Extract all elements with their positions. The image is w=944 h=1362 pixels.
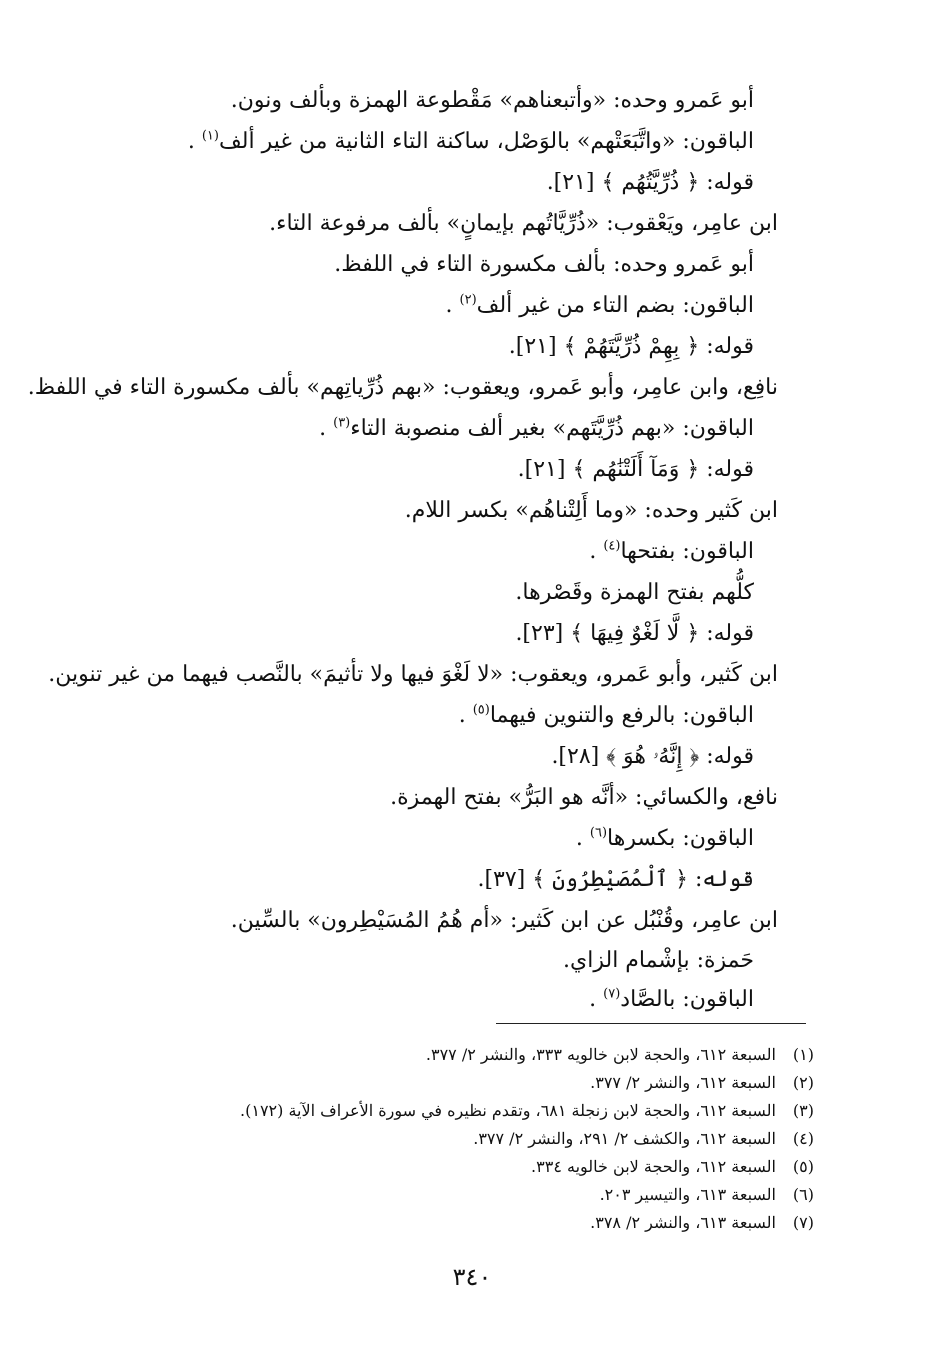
quran-citation-line: قوله: ﴿ ذُرِّيَّتُهُم ﴾ [٢١]. xyxy=(546,170,754,195)
footnote: (٢)السبعة ٦١٢، والنشر ٢/ ٣٧٧. xyxy=(590,1073,814,1092)
quran-citation-line: قوله: ﴿ إِنَّهُۥ هُوَ ﴾ [٢٨]. xyxy=(551,744,754,769)
text-line: ابن عامِر، ويَعْقوب: «ذُرِّيَّاتُهم بإيمانٍ» بألف مرفوعة التاء. xyxy=(269,211,778,236)
text-line: نافِع، وابن عامِر، وأبو عَمرو، ويعقوب: «بهم ذُرِّياتِهم» بألف مكسورة التاء في اللفظ. xyxy=(27,375,778,400)
page-number: ٣٤٠ xyxy=(452,1263,492,1291)
footnote-ref: (٧) xyxy=(603,986,621,1002)
footnote: (٤)السبعة ٦١٢، والكشف ٢/ ٢٩١، والنشر ٢/ ٣٧٧. xyxy=(473,1129,814,1148)
text-line: الباقون: بفتحها$^{(٤)}$ . xyxy=(589,538,754,564)
footnote-ref: (٥) xyxy=(472,702,490,718)
footnote-ref: (٤) xyxy=(603,538,621,554)
quran-citation-line: قوله: ﴿ بِهِمْ ذُرِّيَّتَهُمْ ﴾ [٢١]. xyxy=(508,334,754,359)
text-line: حَمزة: بإشْمام الزاي. xyxy=(563,948,754,973)
footnote-ref: (٦) xyxy=(589,825,608,841)
text-line: كلُّهم بفتح الهمزة وقَصْرها. xyxy=(515,580,754,605)
text-line: الباقون: بالرفع والتنوين فيهما$^{(٥)}$ . xyxy=(458,702,754,728)
text-line: ابن كَثير وحده: «وما أَلِتْناهُم» بكسر اللام. xyxy=(404,498,778,523)
footnote: (١)السبعة ٦١٢، والحجة لابن خالويه ٣٣٣، والنشر ٢/ ٣٧٧. xyxy=(425,1045,814,1064)
text-line: نافع، والكسائي: «أنَّه هو البَرُّ» بفتح الهمزة. xyxy=(390,785,778,810)
text-line: الباقون: «واتَّبَعَتْهم» بالوَصْل، ساكنة التاء الثانية من غير ألف$^{(١)}$ . xyxy=(187,128,754,154)
quran-citation-line: قوله: ﴿ ٱلْمُصَيْطِرُونَ ﴾ [٣٧]. xyxy=(477,867,754,892)
text-line: الباقون: «بهم ذُرِّيَّتَهم» بغير ألف منصوبة التاء$^{(٣)}$ . xyxy=(319,415,754,441)
text-line: أبو عَمرو وحده: بألف مكسورة التاء في اللفظ. xyxy=(334,252,754,277)
footnote-ref: (٢) xyxy=(459,292,477,308)
text-line: الباقون: بالصَّاد$^{(٧)}$ . xyxy=(589,986,754,1012)
text-line: ابن كَثير، وأبو عَمرو، ويعقوب: «لا لَغْوَ فيها ولا تأثيمَ» بالنَّصب فيهما من غير تنوين. xyxy=(48,662,778,687)
footnote: (٧)السبعة ٦١٣، والنشر ٢/ ٣٧٨. xyxy=(590,1213,814,1232)
text-line: ابن عامِر، وقُنْبُل عن ابن كَثير: «أم هُمُ المُسَيْطِرون» بالسِّين. xyxy=(230,908,778,933)
quran-citation-line: قوله: ﴿ وَمَآ أَلَتْنَٰهُم ﴾ [٢١]. xyxy=(517,457,754,482)
footnote: (٦)السبعة ٦١٣، والتيسير ٢٠٣. xyxy=(599,1185,814,1204)
footnote-divider xyxy=(496,1023,806,1024)
quran-citation-line: قوله: ﴿ لَّا لَغْوٌ فِيهَا ﴾ [٢٣]. xyxy=(515,621,754,646)
footnote: (٥)السبعة ٦١٢، والحجة لابن خالويه ٣٣٤. xyxy=(531,1157,814,1176)
footnote: (٣)السبعة ٦١٢، والحجة لابن زنجلة ٦٨١، وتقدم نظيره في سورة الأعراف الآية (١٧٢). xyxy=(240,1101,814,1120)
text-line: أبو عَمرو وحده: «وأتبعناهم» مَقْطوعة الهمزة وبألف ونون. xyxy=(230,88,754,113)
footnote-ref: (١) xyxy=(201,128,219,144)
footnote-ref: (٣) xyxy=(333,415,351,431)
text-line: الباقون: بكسرها$^{(٦)}$ . xyxy=(575,825,754,851)
text-line: الباقون: بضم التاء من غير ألف$^{(٢)}$ . xyxy=(445,292,754,318)
